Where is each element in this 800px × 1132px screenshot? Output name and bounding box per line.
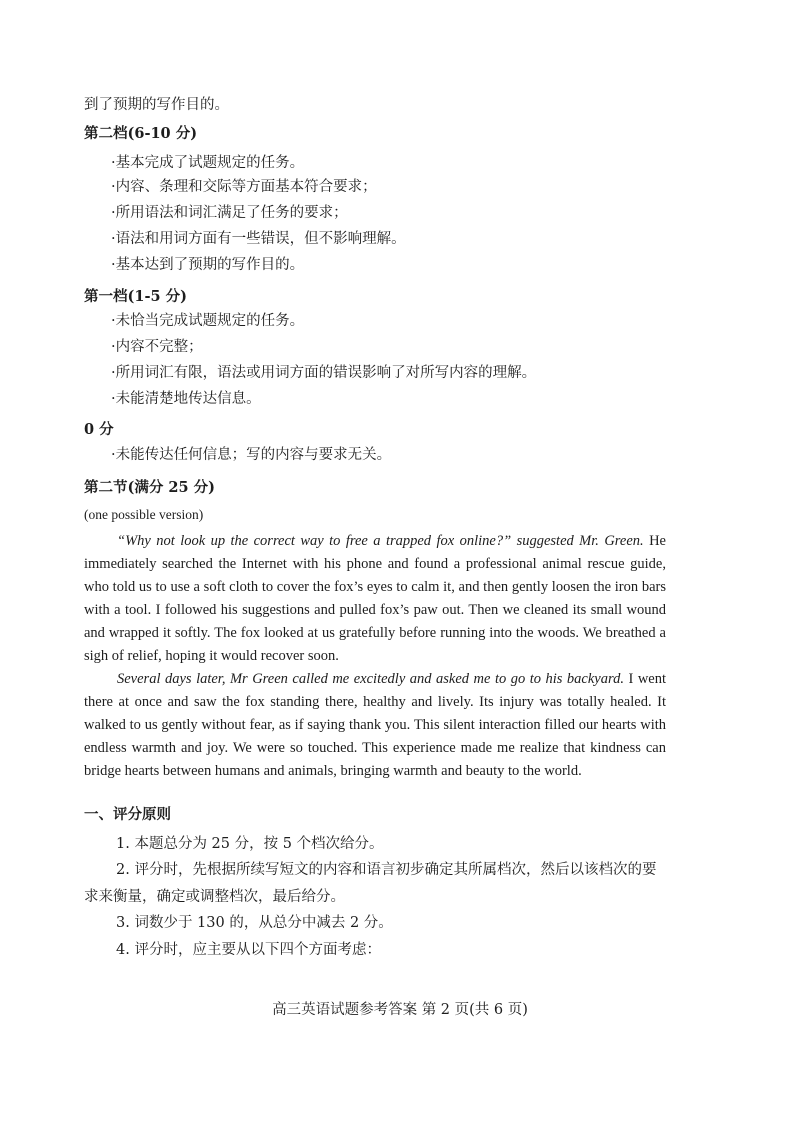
grade2-item: ·所用语法和词汇满足了任务的要求； xyxy=(111,205,348,221)
principle-item: 3. 词数少于 130 的，从总分中减去 2 分。 xyxy=(116,915,393,931)
paragraph-1-lead: “Why not look up the correct way to free a trapped fox online?” suggested Mr. Green. xyxy=(117,533,644,549)
grade2-item: ·内容、条理和交际等方面基本符合要求； xyxy=(111,179,377,195)
grade2-heading: 第二档(6-10 分) xyxy=(84,125,198,142)
page-footer: 高三英语试题参考答案 第 2 页(共 6 页) xyxy=(272,1002,528,1018)
top-line: 到了预期的写作目的。 xyxy=(84,97,229,113)
paragraph-2-lead: Several days later, Mr Green called me excitedly and asked me to go to his backyard. xyxy=(117,671,624,687)
principle-item: 1. 本题总分为 25 分，按 5 个档次给分。 xyxy=(116,836,384,852)
grade1-item: ·所用词汇有限，语法或用词方面的错误影响了对所写内容的理解。 xyxy=(111,365,537,381)
grade1-item: ·未恰当完成试题规定的任务。 xyxy=(111,313,305,329)
principle-item: 2. 评分时，先根据所续写短文的内容和语言初步确定其所属档次，然后以该档次的要求来衡量，确定或调整档次，最后给分。 xyxy=(84,862,657,905)
grade2-item: ·语法和用词方面有一些错误，但不影响理解。 xyxy=(111,231,406,247)
grade0-heading: 0 分 xyxy=(84,421,114,438)
grade1-item: ·未能清楚地传达信息。 xyxy=(111,391,261,407)
version-note: (one possible version) xyxy=(84,507,204,522)
grade2-item: ·基本完成了试题规定的任务。 xyxy=(111,155,305,171)
grade2-item: ·基本达到了预期的写作目的。 xyxy=(111,257,305,273)
section2-heading: 第二节(满分 25 分) xyxy=(84,479,215,496)
paragraph-2-body: I went there at once and saw the fox standing there, healthy and lively. Its injury was totally healed. It walked to us gently without fear, as if saying thank you. This silent interaction filled our hearts with endless warmth and joy. We were so touched. This experience made me realize that kindness can bridge hearts between humans and animals, bringing warmth and beauty to the world. xyxy=(84,671,667,779)
principle-item: 4. 评分时，应主要从以下四个方面考虑： xyxy=(116,942,381,958)
essay-paragraph-2 xyxy=(84,668,666,783)
grade0-item: ·未能传达任何信息；写的内容与要求无关。 xyxy=(111,447,392,463)
principles-heading: 一、评分原则 xyxy=(84,806,171,823)
grade1-item: ·内容不完整； xyxy=(111,339,203,355)
sample-essay xyxy=(84,530,666,783)
paragraph-1-body: He immediately searched the Internet with his phone and found a professional animal rescue guide, who told us to use a soft cloth to cover the fox’s eyes to calm it, and then gently loosen the iron bars with a tool. I followed his suggestions and pulled fox’s paw out. Then we cleaned its small wound and wrapped it softly. The fox looked at us gratefully before running into the woods. We breathed a sigh of relief, hoping it would recover soon. xyxy=(84,533,666,664)
grade1-heading: 第一档(1-5 分) xyxy=(84,288,187,305)
essay-paragraph-1 xyxy=(84,530,666,668)
